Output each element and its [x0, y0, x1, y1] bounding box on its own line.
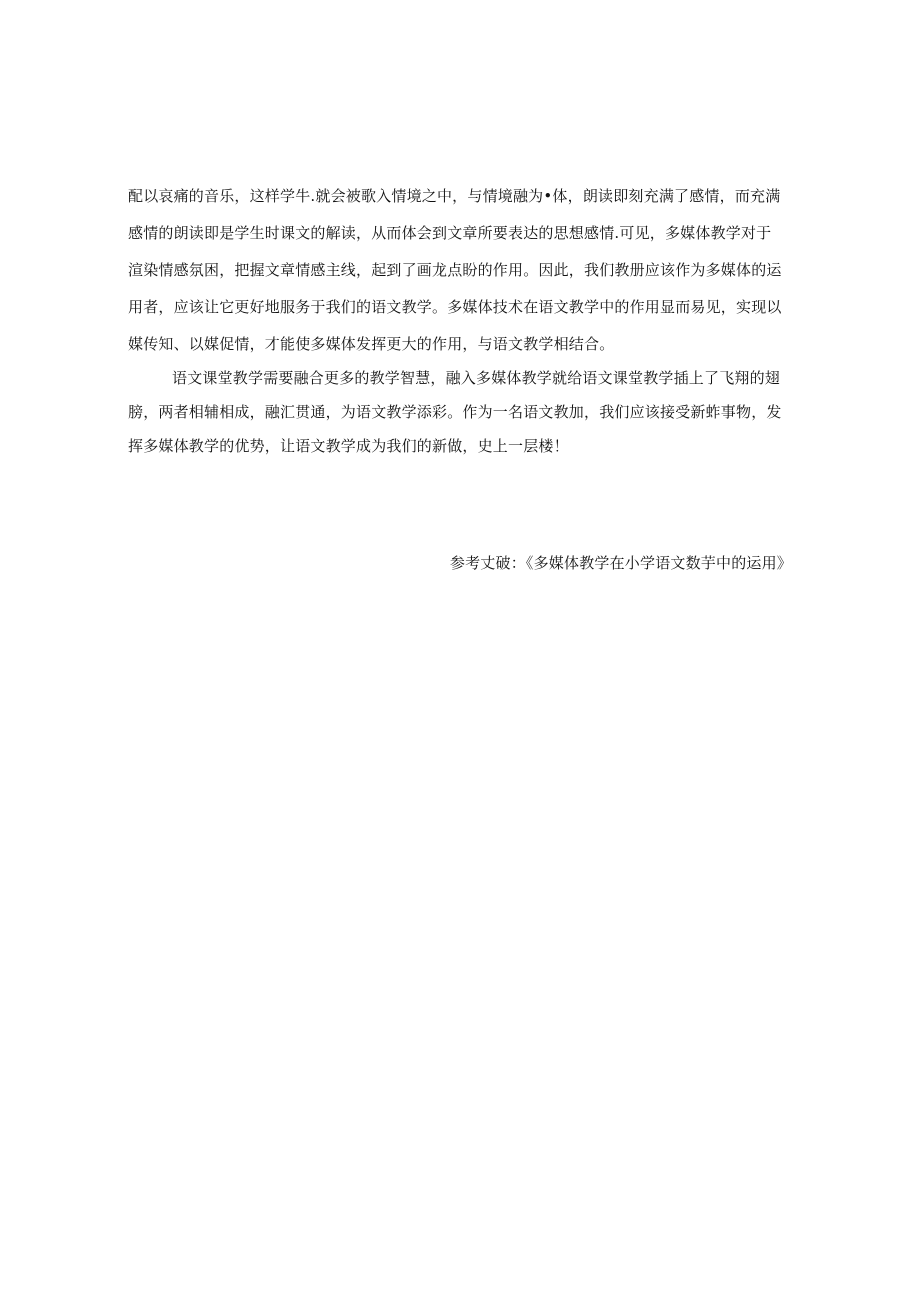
paragraph-line: 渲染情感氛困，把握文章情感主线，起到了画龙点盼的作用。因此，我们教册应该作为多媒体的运	[128, 261, 782, 279]
paragraph-1	[128, 178, 794, 363]
paragraph-line: 语文课堂教学需要融合更多的教学智慧，融入多媒体教学就给语文课堂教学插上了飞翔的翅	[172, 369, 781, 387]
paragraph-line: 用者，应该让它更好地服务于我们的语文教学。多媒体技术在语文教学中的作用显而易见，实现以	[128, 298, 782, 316]
reference-citation: 参考丈破：《多媒体教学在小学语文数芋中的运用》	[449, 554, 792, 572]
paragraph-line: 感情的朗读即是学生时课文的解读，从而体会到文章所要表达的思想感情.可见，多媒体教学对于	[128, 224, 772, 242]
paragraph-line: 配以哀痛的音乐，这样学牛.就会被歌入情境之中，与情境融为•体，朗读即刻充满了感情，而充满	[128, 187, 781, 205]
document-body	[128, 178, 794, 463]
paragraph-line: 挥多媒体教学的优势，让语文教学成为我们的新做，史上一层楼！	[128, 437, 569, 455]
paragraph-line: 膀，两者相辅相成，融汇贯通，为语文教学添彩。作为一名语文教加，我们应该接受新蚱事物，发	[128, 403, 782, 421]
paragraph-line: 媒传知、以媒促情，才能使多媒体发挥更大的作用，与语文教学相结合。	[128, 335, 615, 353]
paragraph-2	[128, 361, 794, 463]
